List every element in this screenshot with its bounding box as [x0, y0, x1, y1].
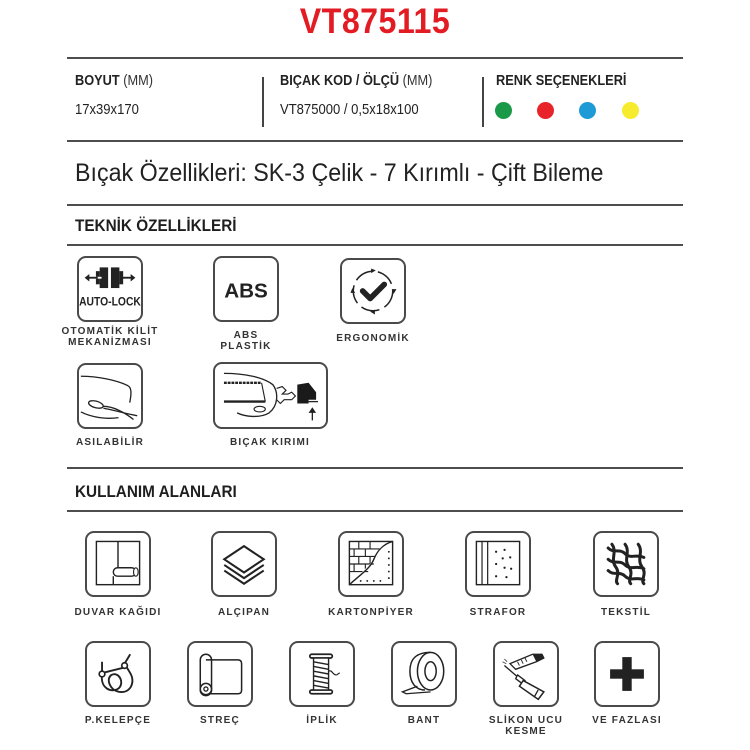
usage-label-textile: TEKSTİL [600, 607, 652, 618]
usage-label-tape: BANT [407, 715, 441, 726]
ergonomic-check-icon [340, 258, 406, 324]
spec-divider-1 [262, 77, 264, 127]
blade-code-unit: (MM) [402, 73, 433, 89]
size-unit: (MM) [123, 73, 153, 89]
size-label [75, 73, 153, 89]
blade-code-label-text: BIÇAK KOD / ÖLÇÜ [280, 73, 400, 89]
color-swatch-blue[interactable] [579, 102, 596, 119]
usage-label-thread: İPLİK [306, 715, 338, 726]
tech-label-line: MEKANİZMASI [68, 337, 152, 348]
tape-roll-icon [391, 641, 457, 707]
divider-blade [67, 204, 683, 206]
usage-label-drywall: ALÇIPAN [217, 607, 271, 618]
svg-text:ABS: ABS [224, 279, 268, 303]
color-options-label: RENK SEÇENEKLERİ [496, 73, 627, 89]
plus-icon [594, 641, 660, 707]
cable-tie-icon [85, 641, 151, 707]
textile-weave-icon [593, 531, 659, 597]
silicone-tip-cut-icon [493, 641, 559, 707]
color-swatch-yellow[interactable] [622, 102, 639, 119]
blade-snap-icon [213, 362, 328, 429]
divider-technical [67, 244, 683, 246]
usage-label-line: KESME [505, 726, 547, 737]
tech-label-line: ABS [233, 330, 259, 341]
blade-code-label [280, 73, 432, 89]
tech-label-blade-snap: BIÇAK KIRIMI [230, 437, 310, 448]
tech-label-line: OTOMATİK KİLİT [61, 326, 159, 337]
thread-spool-icon [289, 641, 355, 707]
blade-code-value: VT875000 / 0,5x18x100 [280, 102, 419, 118]
size-value: 17x39x170 [75, 102, 139, 118]
hang-loop-icon [77, 363, 143, 429]
usage-label-plasterboard: KARTONPİYER [328, 607, 414, 618]
usage-heading: KULLANIM ALANLARI [75, 482, 237, 501]
tech-label-hangable: ASILABİLİR [75, 437, 145, 448]
tech-label-abs [196, 330, 296, 352]
wallpaper-icon [85, 531, 151, 597]
usage-label-and-more: VE FAZLASI [592, 715, 662, 726]
blade-features: Bıçak Özellikleri: SK-3 Çelik - 7 Kırımlı - Çift Bileme [75, 159, 604, 187]
spec-divider-2 [482, 77, 484, 127]
styrofoam-icon [465, 531, 531, 597]
usage-label-styrofoam: STRAFOR [469, 607, 527, 618]
color-swatch-red[interactable] [537, 102, 554, 119]
size-label-text: BOYUT [75, 73, 120, 89]
stretch-film-icon [187, 641, 253, 707]
svg-text:AUTO-LOCK: AUTO-LOCK [79, 295, 141, 309]
divider-usage [67, 510, 683, 512]
auto-lock-icon [77, 256, 143, 322]
usage-label-silicone [476, 715, 576, 737]
divider-top [67, 57, 683, 59]
usage-label-wallpaper: DUVAR KAĞIDI [74, 607, 162, 618]
product-code-title: VT875115 [299, 2, 451, 41]
tech-label-auto-lock [60, 326, 160, 348]
plasterboard-brick-icon [338, 531, 404, 597]
drywall-layers-icon [211, 531, 277, 597]
color-swatch-green[interactable] [495, 102, 512, 119]
usage-label-line: SLİKON UCU [488, 715, 564, 726]
technical-heading: TEKNİK ÖZELLİKLERİ [75, 216, 237, 235]
divider-specs [67, 140, 683, 142]
tech-label-ergonomic: ERGONOMİK [336, 333, 410, 344]
usage-label-cable-tie: P.KELEPÇE [84, 715, 152, 726]
divider-usage-top [67, 467, 683, 469]
usage-label-stretch-film: STREÇ [200, 715, 240, 726]
tech-label-line: PLASTİK [220, 341, 272, 352]
abs-icon [213, 256, 279, 322]
